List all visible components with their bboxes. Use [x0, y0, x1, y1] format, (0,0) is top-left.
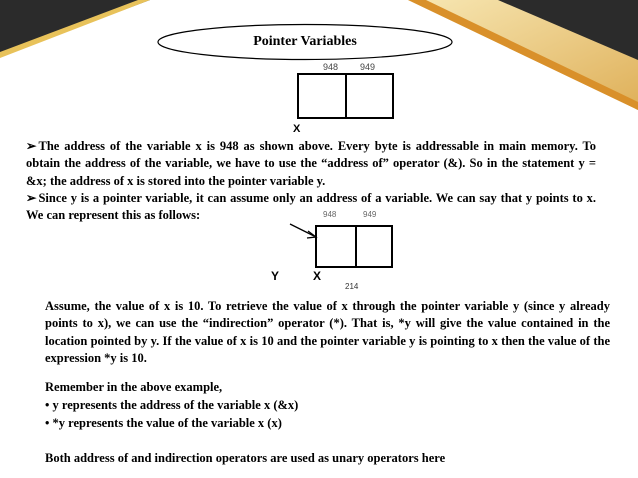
closing-note: Both address of and indirection operators are used as unary operators here: [45, 451, 446, 465]
memory-cell-948: [316, 226, 356, 267]
corner-ribbon-left: [0, 0, 150, 70]
address-948: 948: [323, 62, 339, 72]
address-949: 949: [360, 62, 376, 72]
bullet-value: • *y represents the value of the variable x (x): [45, 416, 282, 430]
remember-heading: Remember in the above example,: [45, 380, 223, 394]
memory-cell-949: [346, 74, 393, 118]
arrow-bullet-icon: ➢: [26, 139, 37, 153]
address-948: 948: [323, 210, 337, 219]
address-949: 949: [363, 210, 377, 219]
memory-cell-949: [356, 226, 392, 267]
pointer-y-address: 214: [345, 282, 359, 290]
page-title: Pointer Variables: [253, 34, 357, 49]
memory-cell-948: [298, 74, 346, 118]
pointer-y-label: Y: [271, 269, 280, 283]
variable-x-label: X: [293, 123, 301, 135]
arrow-bullet-icon: ➢: [26, 190, 37, 205]
pointer-diagram: [250, 208, 410, 290]
pointer-arrow: [290, 224, 314, 236]
bullet-address-of: ➢ The address of the variable x is 948 as shown above. Every byte is addressable in main memory. To obtain the address of the variable, we have to use the “address of” operator (&). So in the statement y = &x; the address of x is stored into the pointer variable y.: [26, 139, 596, 188]
memory-diagram-x: [285, 58, 405, 136]
bullet-pointer-variable: ➢ Since y is a pointer variable, it can assume only an address of a variable. We can say that y points to x. We can represent this as follows:: [26, 190, 596, 223]
paragraph-indirection: Assume, the value of x is 10. To retrieve the value of x through the pointer variable y (since y already points to x), we can use the “indirection” operator (*). That is, *y will give the value contained in the location pointed by y. If the value of x is 10 and the pointer variable y is pointing to x then the value of the expression *y is 10.: [45, 299, 610, 365]
variable-x-label: X: [313, 269, 322, 283]
bullet-address: • y represents the address of the variable x (&x): [45, 398, 299, 412]
